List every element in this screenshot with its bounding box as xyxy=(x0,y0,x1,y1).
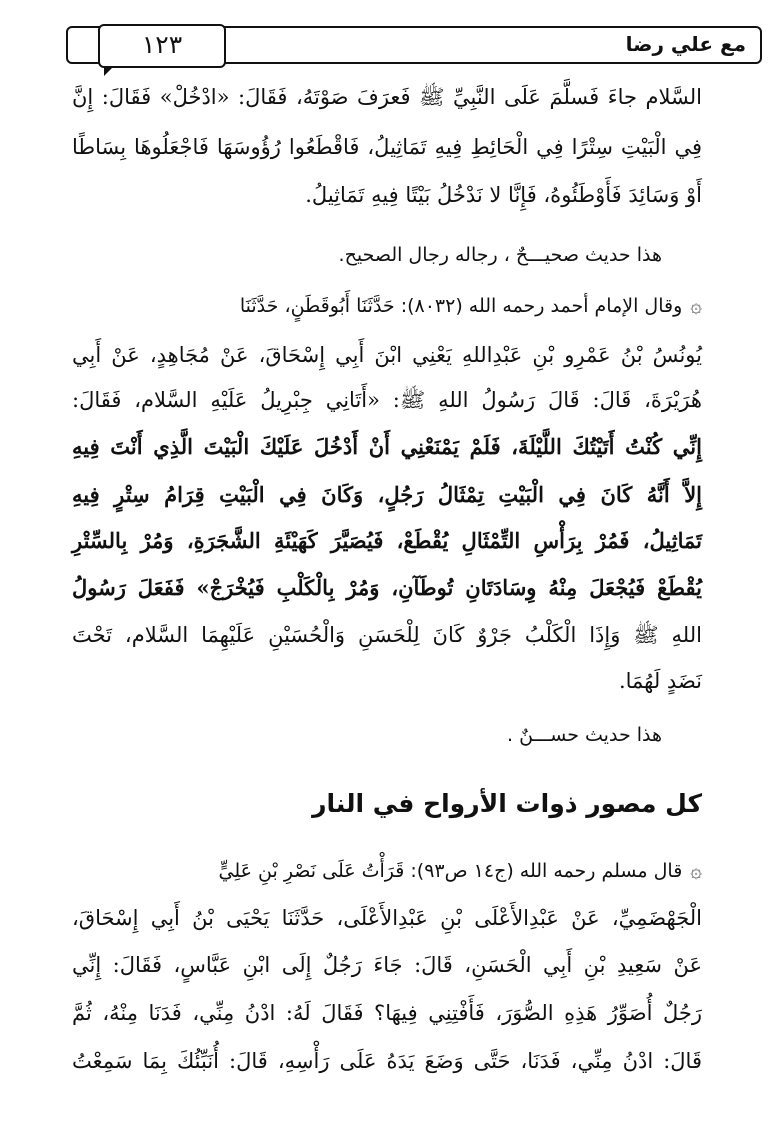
hadith3-line-3: عَنْ سَعِيدِ بْنِ أَبِي الْحَسَنِ، قَالَ: جَاءَ رَجُلٌ إِلَى ابْنِ عَبَّاسٍ، فَقَالَ: إِنِّي xyxy=(72,953,702,977)
hadith2-line-1-text: وقال الإمام أحمد رحمه الله (٨٠٣٢): حَدَّثَنَا أَبُوقَطَنٍ، حَدَّثَنَا xyxy=(239,295,683,317)
hadith3-line-5: قَالَ: ادْنُ مِنِّي، فَدَنَا، حَتَّى وَضَعَ يَدَهُ عَلَى رَأْسِهِ، قَالَ: أُنَبِّئُكَ بِمَا سَمِعْتُ xyxy=(72,1049,702,1073)
hadith1-line-2: فِي الْبَيْتِ سِتْرًا فِي الْحَائِطِ فِيهِ تَمَاثِيلُ، فَاقْطَعُوا رُؤُوسَهَا فَاجْعَلُوهَا بِسَاطًا xyxy=(72,135,702,159)
hadith3-line-2: الْجَهْضَمِيِّ، عَنْ عَبْدِالأَعْلَى بْنِ عَبْدِالأَعْلَى، حَدَّثَنَا يَحْيَى بْنُ أَبِي إِسْحَاقَ، xyxy=(72,906,702,930)
hadith2-line-7: يُقْطَعْ فَيُجْعَلَ مِنْهُ وِسَادَتَانِ تُوطَآنِ، وَمُرْ بِالْكَلْبِ فَيُخْرَجْ» فَفَعَلَ رَسُولُ xyxy=(72,575,702,600)
hadith2-line-4: إِنِّي كُنْتُ أَتَيْتُكَ اللَّيْلَةَ، فَلَمْ يَمْنَعْنِي أَنْ أَدْخُلَ عَلَيْكَ الْبَيْتَ الَّذِي أَنْتَ فِيهِ xyxy=(72,434,702,459)
hadith2-line-3: هُرَيْرَةَ، قَالَ: قَالَ رَسُولُ اللهِ ﷺ: «أَتَانِي جِبْرِيلُ عَلَيْهِ السَّلام، فَقَالَ: xyxy=(72,388,702,412)
hadith2-line-2: يُونُسُ بْنُ عَمْرِو بْنِ عَبْدِاللهِ يَعْنِي ابْنَ أَبِي إِسْحَاقَ، عَنْ مُجَاهِدٍ، عَنْ أَبِي xyxy=(72,343,702,367)
page-number: ١٢٣ xyxy=(98,24,226,68)
hadith3-line-1-text: قال مسلم رحمه الله (ج١٤ ص٩٣): قَرَأْتُ عَلَى نَصْرِ بْنِ عَلِيٍّ xyxy=(218,860,683,882)
hadith3-line-4: رَجُلٌ أُصَوِّرُ هَذِهِ الصُّوَرَ، فَأَفْتِنِي فِيهَا؟ فَقَالَ لَهُ: ادْنُ مِنِّي، فَدَنَا مِنْهُ، ثُمَّ xyxy=(72,1001,702,1025)
running-header-title: مع علي رضا xyxy=(625,32,746,56)
flower-ornament-icon: ۞ xyxy=(690,293,702,317)
section-heading: كل مصور ذوات الأرواح في النار xyxy=(312,789,702,818)
hadith1-grading-note: هذا حديث صحيـــحٌ ، رجاله رجال الصحيح. xyxy=(338,244,662,266)
hadith2-line-1 xyxy=(72,290,702,321)
hadith1-line-3: أَوْ وَسَائِدَ فَأَوْطَئُوهُ، فَإِنَّا لا نَدْخُلُ بَيْتًا فِيهِ تَمَاثِيلُ. xyxy=(305,183,702,207)
hadith2-line-8: اللهِ ﷺ وَإِذَا الْكَلْبُ جَرْوٌ كَانَ لِلْحَسَنِ وَالْحُسَيْنِ عَلَيْهِمَا السَّلام، تَحْتَ xyxy=(72,623,702,647)
hadith2-line-6: تَمَاثِيلُ، فَمُرْ بِرَأْسِ التِّمْثَالِ يُقْطَعْ، فَيُصَيَّرَ كَهَيْئَةِ الشَّجَرَةِ، وَمُرْ بِالسِّتْرِ xyxy=(72,528,702,553)
hadith3-line-1 xyxy=(72,855,702,886)
hadith2-line-5: إِلاَّ أَنَّهُ كَانَ فِي الْبَيْتِ تِمْثَالُ رَجُلٍ، وَكَانَ فِي الْبَيْتِ قِرَامُ سِتْرٍ فِيهِ xyxy=(72,482,702,507)
running-header xyxy=(66,26,762,64)
hadith1-line-1: السَّلام جاءَ فَسلَّمَ عَلَى النَّبِيِّ ﷺ فَعرَفَ صَوْتَهُ، فَقَالَ: «ادْخُلْ» فَقَالَ: إِنَّ xyxy=(72,85,702,109)
flower-ornament-icon: ۞ xyxy=(690,858,702,882)
hadith2-line-9: نَضَدٍ لَهُمَا. xyxy=(618,669,702,693)
hadith2-grading-note: هذا حديث حســـنٌ . xyxy=(507,724,662,746)
